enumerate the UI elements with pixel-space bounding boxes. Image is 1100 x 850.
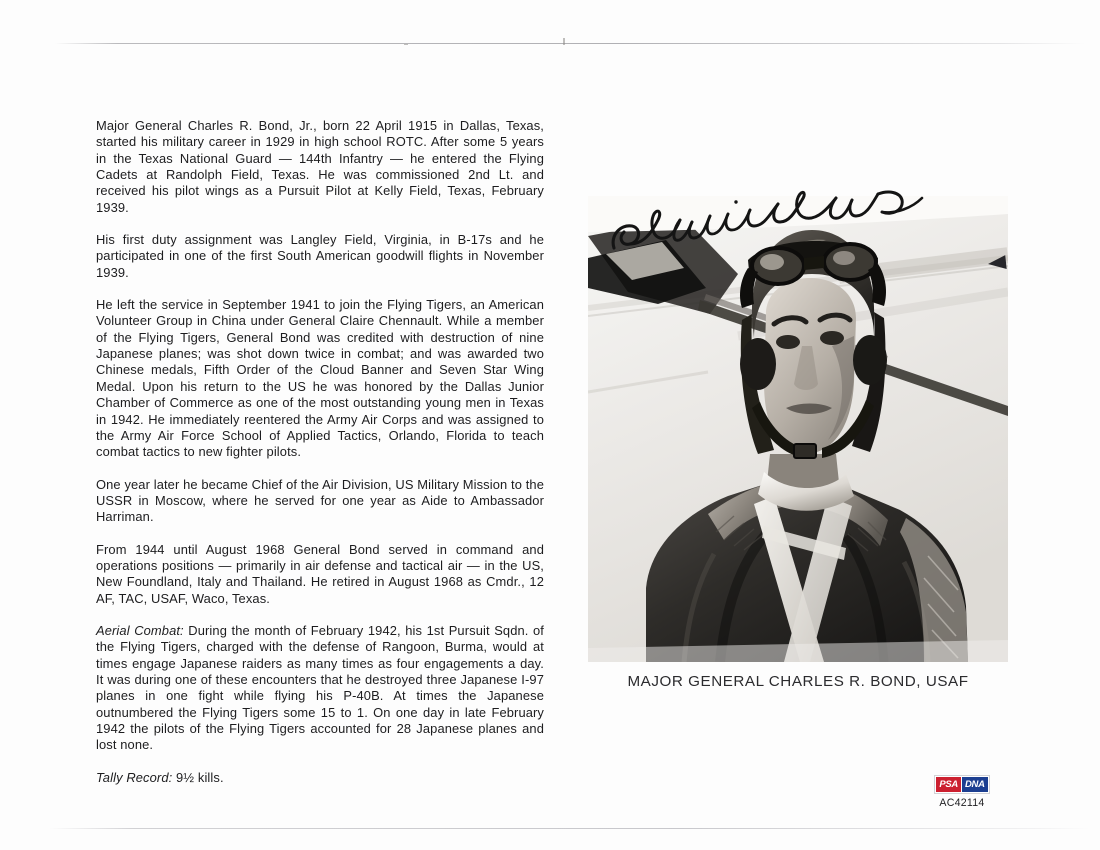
scan-edge-line-top (55, 43, 1085, 44)
photo-corner-artifact-icon (987, 255, 1006, 271)
bio-paragraph: His first duty assignment was Langley Field, Virginia, in B-17s and he participated in one of the first South American goodwill flights in November 1939. (96, 232, 544, 280)
portrait-photo-illustration (588, 196, 1008, 662)
scan-artifact-speck (563, 38, 565, 45)
photo-frame (588, 196, 1008, 662)
scan-edge-line-bottom (50, 828, 1090, 829)
certificate-number: AC42114 (939, 797, 985, 809)
aerial-combat-heading: Aerial Combat: (96, 622, 184, 638)
aerial-combat-paragraph (96, 623, 544, 754)
psa-dna-logo-icon (934, 775, 989, 794)
tally-record-heading: Tally Record: (96, 769, 173, 785)
authentication-block (916, 774, 1008, 809)
psa-brand-label: PSA (936, 777, 961, 792)
scan-artifact-speck (404, 44, 408, 45)
biography-text-column (96, 118, 544, 786)
dna-brand-label: DNA (962, 777, 988, 792)
bio-paragraph: From 1944 until August 1968 General Bond served in command and operations positions — primarily in air defense and tactical air — in the US, New Foundland, Italy and Thailand. He retired in August 1968 as Cmdr., 12 AF, TAC, USAF, Waco, Texas. (96, 541, 544, 606)
aerial-combat-body: During the month of February 1942, his 1st Pursuit Sqdn. of the Flying Tigers, charged with the defense of Rangoon, Burma, would at times engage Japanese raiders as many times as four engagements a day. It was during one of these encounters that he destroyed three Japanese I-97 planes in one fight while flying his P-40B. At times the Japanese outnumbered the Flying Tigers some 15 to 1. On one day in late February 1942 the pilots of the Flying Tigers accounted for 28 Japanese planes and lost none. (96, 622, 544, 753)
photo-caption: MAJOR GENERAL CHARLES R. BOND, USAF (627, 673, 969, 690)
bio-paragraph: One year later he became Chief of the Air Division, US Military Mission to the USSR in Moscow, where he served for one year as Aide to Ambassador Harriman. (96, 476, 544, 525)
bio-paragraph: Major General Charles R. Bond, Jr., born 22 April 1915 in Dallas, Texas, started his military career in 1929 in high school ROTC. After some 5 years in the Texas National Guard — 144th Infantry — he entered the Flying Cadets at Randolph Field, Texas. He was commissioned 2nd Lt. and received his pilot wings as a Pursuit Pilot at Kelly Field, Texas, February 1939. (96, 118, 544, 215)
bio-paragraph: He left the service in September 1941 to join the Flying Tigers, an American Volunteer Group in China under General Claire Chennault. While a member of the Flying Tigers, General Bond was credited with destruction of nine Japanese planes; was shot down twice in combat; and was awarded two Chinese medals, Fifth Order of the Cloud Banner and Seven Star Wing Medal. Upon his return to the US he was honored by the Dallas Junior Chamber of Commerce as one of the most outstanding young men in Texas in 1942. He immediately reentered the Army Air Corps and was assigned to the Army Air Force School of Applied Tactics, Orlando, Florida to teach combat tactics to new fighter pilots. (96, 297, 544, 460)
tally-record-body: 9½ kills. (172, 769, 224, 785)
portrait-photograph (588, 196, 1008, 662)
tally-record-paragraph (96, 770, 544, 786)
